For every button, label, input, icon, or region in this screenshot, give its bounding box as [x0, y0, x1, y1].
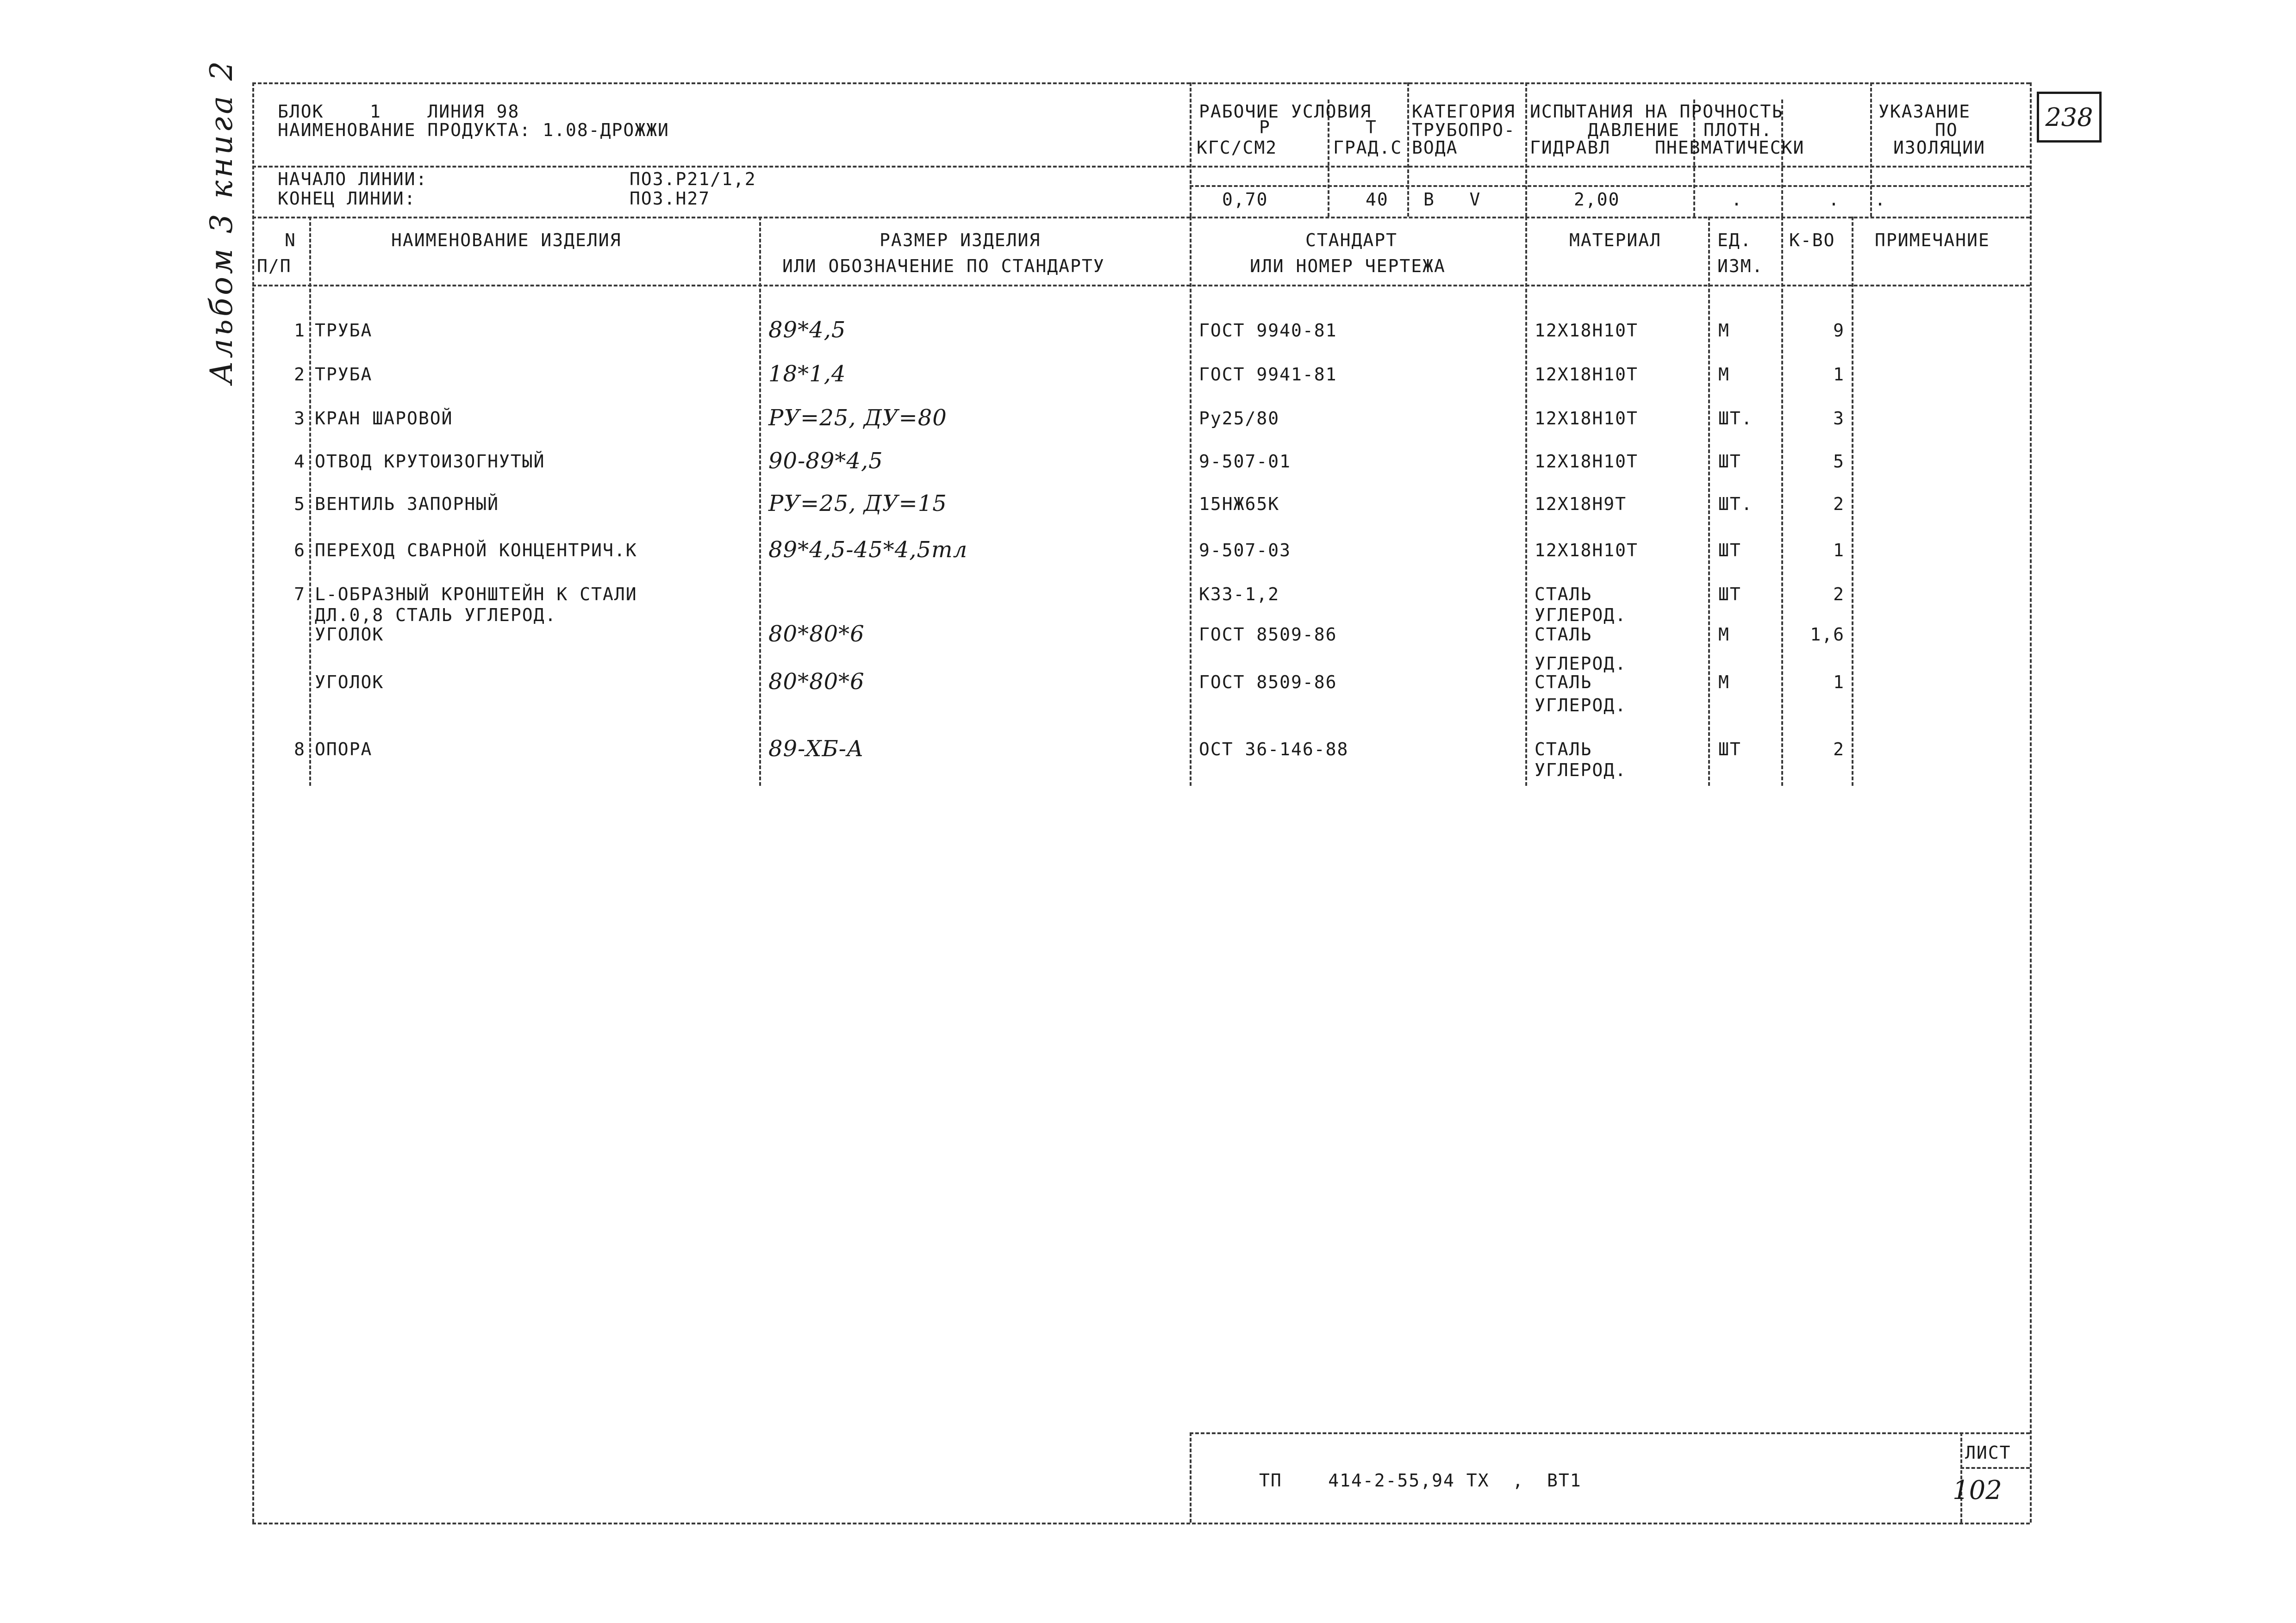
- pressure-unit: КГС/СМ2: [1197, 137, 1278, 158]
- pressure-label: Р: [1259, 117, 1271, 137]
- category-label-3: ВОДА: [1412, 137, 1458, 158]
- row-unit: ШТ: [1718, 540, 1741, 560]
- category-label-2: ТРУБОПРО-: [1412, 120, 1516, 140]
- row-standard: Ру25/80: [1199, 408, 1280, 429]
- hydraulic-value: 2,00: [1574, 189, 1620, 210]
- end-label: КОНЕЦ ЛИНИИ:: [278, 188, 416, 209]
- row-material: СТАЛЬ: [1535, 672, 1592, 692]
- row-material: 12Х18Н10Т: [1535, 540, 1638, 560]
- sheet-badge: [2037, 92, 2102, 143]
- row-name: L-ОБРАЗНЫЙ КРОНШТЕЙН К СТАЛИ: [315, 584, 637, 604]
- row-unit: М: [1718, 364, 1730, 385]
- row-qty: 2: [1833, 739, 1845, 759]
- row-unit: ШТ.: [1718, 494, 1753, 514]
- row-number: 8: [294, 739, 306, 759]
- row-unit: М: [1718, 624, 1730, 645]
- row-material: 12Х18Н10Т: [1535, 451, 1638, 472]
- row-qty: 2: [1833, 584, 1845, 604]
- row-material: 12Х18Н10Т: [1535, 364, 1638, 385]
- row-material: СТАЛЬ: [1535, 739, 1592, 759]
- sheet-number: 102: [1953, 1475, 2002, 1505]
- row-material: 12Х18Н9Т: [1535, 494, 1627, 514]
- row-number: 2: [294, 364, 306, 385]
- row-size: 80*80*6: [768, 621, 865, 647]
- col-name: НАИМЕНОВАНИЕ ИЗДЕЛИЯ: [391, 230, 622, 250]
- row-name: ОТВОД КРУТОИЗОГНУТЫЙ: [315, 451, 545, 472]
- row-material: УГЛЕРОД.: [1535, 605, 1627, 625]
- product-name: НАИМЕНОВАНИЕ ПРОДУКТА: 1.08-ДРОЖЖИ: [278, 120, 669, 140]
- temperature-label: Т: [1366, 117, 1377, 137]
- sheet-badge-number: 238: [2045, 102, 2093, 132]
- row-material: 12Х18Н10Т: [1535, 408, 1638, 429]
- header-mid-line: [252, 166, 2030, 168]
- row-qty: 5: [1833, 451, 1845, 472]
- col-standard-1: СТАНДАРТ: [1305, 230, 1398, 250]
- insulation-value: .: [1875, 189, 1886, 210]
- frame-top-line: [252, 82, 2030, 84]
- row-standard: ОСТ 36-146-88: [1199, 739, 1349, 759]
- row-material: УГЛЕРОД.: [1535, 653, 1627, 674]
- row-name: ВЕНТИЛЬ ЗАПОРНЫЙ: [315, 494, 499, 514]
- col-line-size: [1190, 217, 1192, 786]
- row-standard: 9-507-03: [1199, 540, 1292, 560]
- col-line-standard: [1525, 217, 1527, 786]
- row-name: ТРУБА: [315, 320, 373, 341]
- col-material: МАТЕРИАЛ: [1569, 230, 1662, 250]
- row-standard: ГОСТ 9941-81: [1199, 364, 1337, 385]
- category-value: В V: [1423, 189, 1481, 210]
- row-unit: ШТ: [1718, 739, 1741, 759]
- col-size-1: РАЗМЕР ИЗДЕЛИЯ: [880, 230, 1041, 250]
- insulation-label-3: ИЗОЛЯЦИИ: [1893, 137, 1986, 158]
- row-name: ДЛ.0,8 СТАЛЬ УГЛЕРОД.: [315, 605, 557, 625]
- row-standard: ГОСТ 9940-81: [1199, 320, 1337, 341]
- block-line: БЛОК 1 ЛИНИЯ 98: [278, 101, 520, 122]
- col-line-name: [759, 217, 761, 786]
- row-standard: 9-507-01: [1199, 451, 1292, 472]
- row-size: РУ=25, ДУ=80: [768, 405, 947, 431]
- row-size: 89*4,5-45*4,5тл: [768, 537, 968, 563]
- album-note: Альбом 3 книга 2: [204, 58, 239, 384]
- header-divider-d: [1525, 82, 1527, 217]
- col-note: ПРИМЕЧАНИЕ: [1875, 230, 1990, 250]
- row-material: УГЛЕРОД.: [1535, 760, 1627, 780]
- row-number: 1: [294, 320, 306, 341]
- row-number: 6: [294, 540, 306, 560]
- header-divider-c: [1407, 82, 1409, 217]
- category-label-1: КАТЕГОРИЯ: [1412, 101, 1516, 122]
- row-unit: М: [1718, 672, 1730, 692]
- frame-bottom-line: [252, 1523, 2030, 1524]
- row-qty: 1: [1833, 672, 1845, 692]
- test-hydraulic-label: ГИДРАВЛ: [1530, 137, 1611, 158]
- stamp-left-line: [1190, 1432, 1192, 1523]
- row-qty: 1: [1833, 540, 1845, 560]
- row-name: ТРУБА: [315, 364, 373, 385]
- col-standard-2: ИЛИ НОМЕР ЧЕРТЕЖА: [1250, 256, 1446, 276]
- columns-bottom-line: [252, 285, 2030, 286]
- row-material: СТАЛЬ: [1535, 624, 1592, 645]
- frame-right-line: [2030, 82, 2032, 1523]
- row-size: 18*1,4: [768, 361, 846, 387]
- pneumatic-value: .: [1731, 189, 1743, 210]
- row-qty: 3: [1833, 408, 1845, 429]
- col-line-unit: [1781, 217, 1783, 786]
- row-standard: ГОСТ 8509-86: [1199, 624, 1337, 645]
- col-num-2: П/П: [257, 256, 292, 276]
- end-value: ПОЗ.Н27: [630, 188, 711, 209]
- temperature-unit: ГРАД.С: [1333, 137, 1403, 158]
- test-label-2: ДАВЛЕНИЕ: [1588, 120, 1680, 140]
- values-top-line: [1190, 185, 2030, 187]
- row-qty: 2: [1833, 494, 1845, 514]
- row-size: РУ=25, ДУ=15: [768, 491, 947, 516]
- working-conditions-label: РАБОЧИЕ УСЛОВИЯ: [1199, 101, 1372, 122]
- test-pneumatic-label: ПНЕВМАТИЧЕСКИ: [1655, 137, 1805, 158]
- header-divider-g: [1870, 82, 1872, 217]
- row-size: 90-89*4,5: [768, 448, 883, 474]
- row-name: КРАН ШАРОВОЙ: [315, 408, 453, 429]
- row-standard: 15НЖ65К: [1199, 494, 1280, 514]
- row-qty: 9: [1833, 320, 1845, 341]
- sheet-label: ЛИСТ: [1965, 1443, 2011, 1463]
- temperature-value: 40: [1366, 189, 1389, 210]
- test-label-1: ИСПЫТАНИЯ НА ПРОЧНОСТЬ: [1530, 101, 1784, 122]
- stamp-top-line: [1190, 1432, 2030, 1434]
- row-name: УГОЛОК: [315, 624, 384, 645]
- row-name: УГОЛОК: [315, 672, 384, 692]
- pressure-value: 0,70: [1222, 189, 1268, 210]
- frame-left-line: [252, 82, 254, 1523]
- row-material: СТАЛЬ: [1535, 584, 1592, 604]
- col-line-num: [309, 217, 311, 786]
- row-material: УГЛЕРОД.: [1535, 695, 1627, 715]
- row-number: 7: [294, 584, 306, 604]
- row-qty: 1: [1833, 364, 1845, 385]
- row-size: 89*4,5: [768, 317, 846, 343]
- sheet-divider-line: [1960, 1467, 2030, 1469]
- row-unit: ШТ.: [1718, 408, 1753, 429]
- density-value: .: [1828, 189, 1840, 210]
- row-unit: М: [1718, 320, 1730, 341]
- row-standard: ГОСТ 8509-86: [1199, 672, 1337, 692]
- row-number: 4: [294, 451, 306, 472]
- col-size-2: ИЛИ ОБОЗНАЧЕНИЕ ПО СТАНДАРТУ: [782, 256, 1105, 276]
- row-standard: К33-1,2: [1199, 584, 1280, 604]
- col-qty: К-ВО: [1789, 230, 1835, 250]
- row-unit: ШТ: [1718, 451, 1741, 472]
- test-density-label: ПЛОТН.: [1703, 120, 1773, 140]
- insulation-label-1: УКАЗАНИЕ: [1878, 101, 1971, 122]
- start-value: ПОЗ.Р21/1,2: [630, 169, 756, 189]
- header-divider-a: [1190, 82, 1192, 217]
- row-size: 89-ХБ-А: [768, 736, 864, 762]
- start-label: НАЧАЛО ЛИНИИ:: [278, 169, 428, 189]
- row-material: 12Х18Н10Т: [1535, 320, 1638, 341]
- col-unit-1: ЕД.: [1717, 230, 1752, 250]
- col-num-1: N: [285, 230, 296, 250]
- col-unit-2: ИЗМ.: [1717, 256, 1764, 276]
- row-unit: ШТ: [1718, 584, 1741, 604]
- row-name: ОПОРА: [315, 739, 373, 759]
- col-line-material: [1708, 217, 1710, 786]
- header-bottom-line: [252, 217, 2030, 218]
- row-name: ПЕРЕХОД СВАРНОЙ КОНЦЕНТРИЧ.К: [315, 540, 637, 560]
- row-size: 80*80*6: [768, 669, 865, 695]
- row-number: 5: [294, 494, 306, 514]
- row-qty: 1,6: [1810, 624, 1845, 645]
- document-code: ТП 414-2-55,94 ТХ , ВТ1: [1259, 1470, 1582, 1491]
- insulation-label-2: ПО: [1935, 120, 1958, 140]
- col-line-qty: [1852, 217, 1853, 786]
- row-number: 3: [294, 408, 306, 429]
